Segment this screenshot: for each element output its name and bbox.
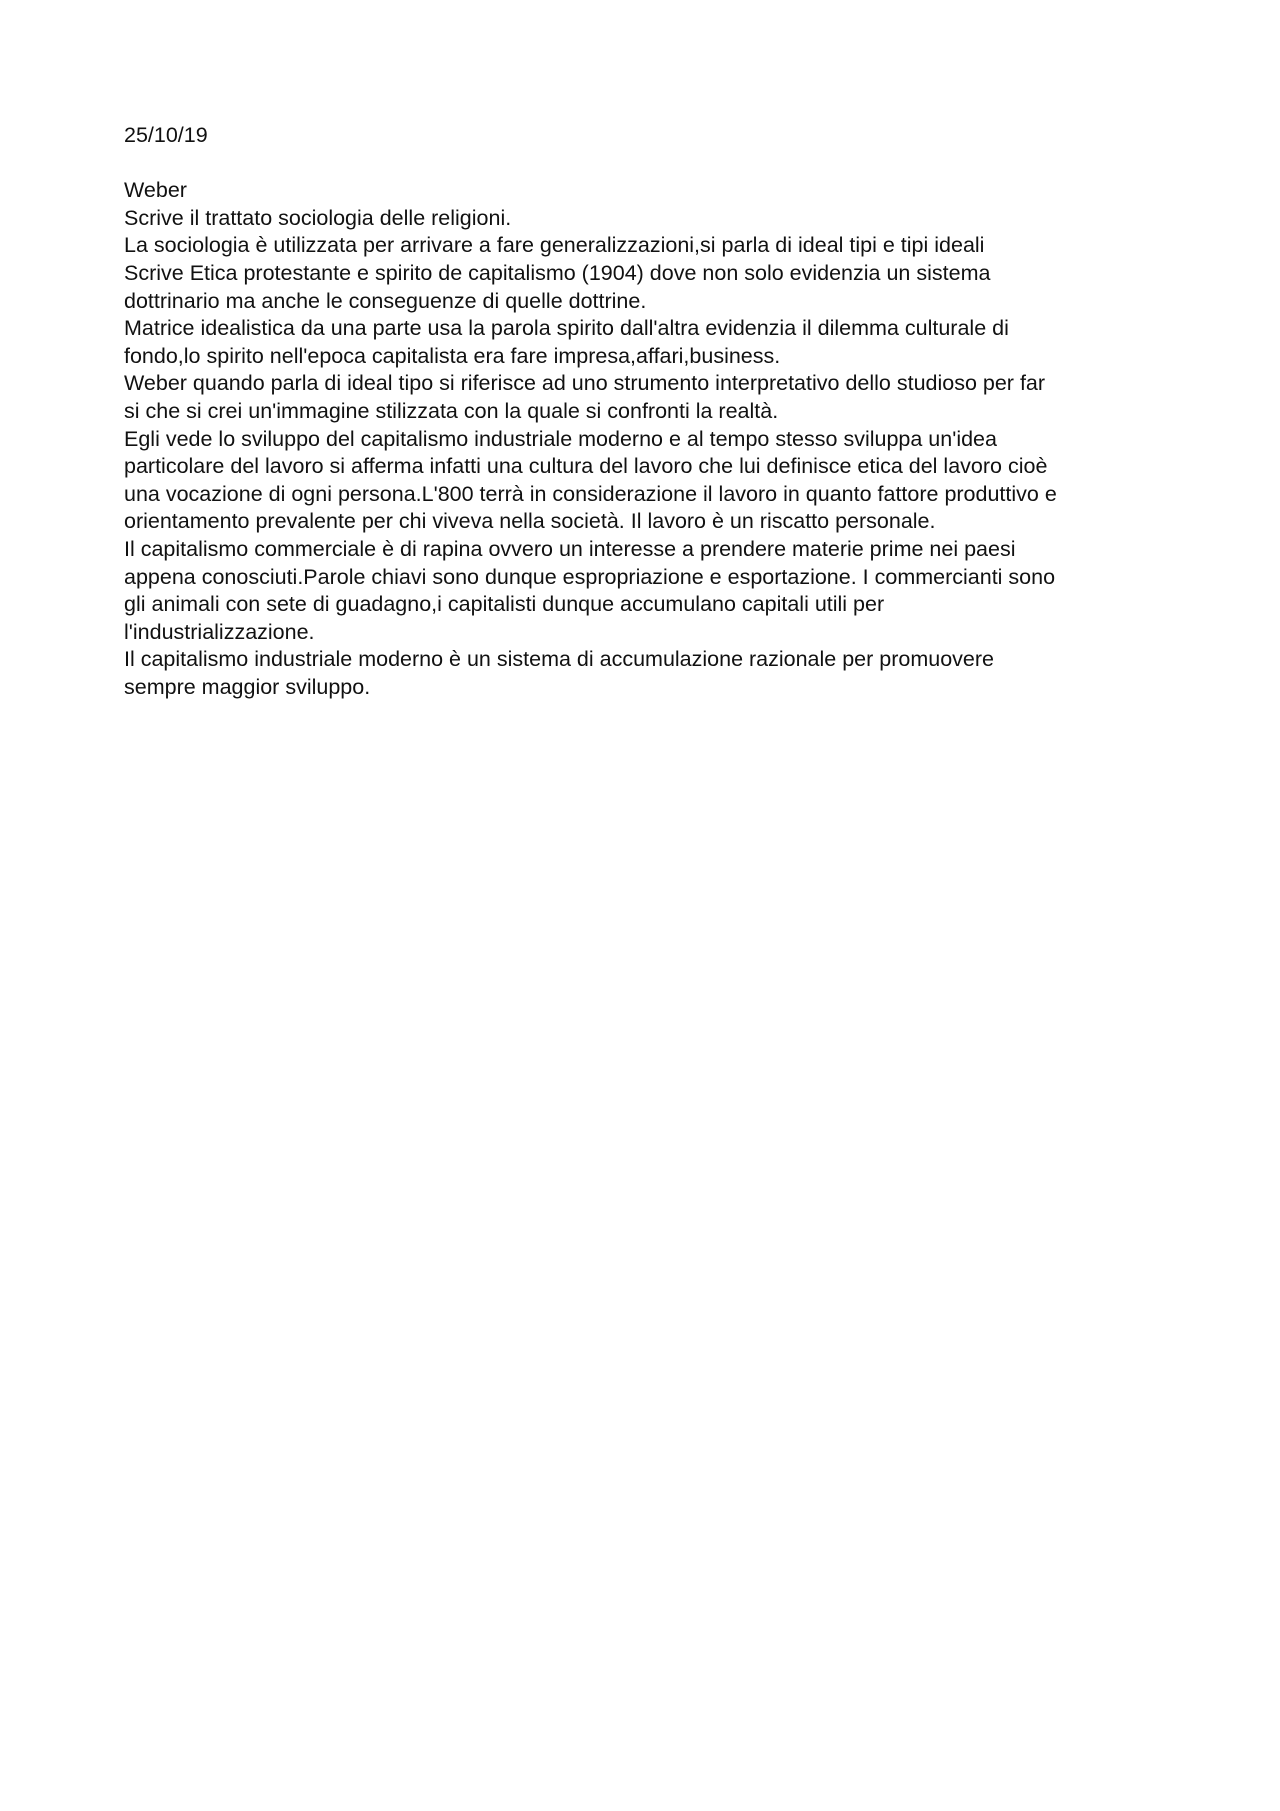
text-line: particolare del lavoro si afferma infatti una cultura del lavoro che lui definisce etica del lavoro cioè	[124, 454, 1048, 479]
text-line: Il capitalismo commerciale è di rapina ovvero un interesse a prendere materie prime nei paesi	[124, 536, 1016, 561]
text-line: sempre maggior sviluppo.	[124, 674, 371, 699]
text-line: gli animali con sete di guadagno,i capitalisti dunque accumulano capitali utili per	[124, 592, 885, 617]
text-line: Weber quando parla di ideal tipo si riferisce ad uno strumento interpretativo dello studioso per far	[124, 371, 1046, 396]
document-date: 25/10/19	[124, 123, 208, 147]
document-heading: Weber	[124, 178, 187, 203]
text-line: Il capitalismo industriale moderno è un sistema di accumulazione razionale per promuovere	[124, 647, 994, 672]
document-body	[124, 122, 1164, 701]
text-line: appena conosciuti.Parole chiavi sono dunque espropriazione e esportazione. I commercianti sono	[124, 564, 1056, 589]
text-line: una vocazione di ogni persona.L'800 terrà in considerazione il lavoro in quanto fattore produttivo e	[124, 481, 1057, 506]
text-line: Scrive Etica protestante e spirito de capitalismo (1904) dove non solo evidenzia un sistema	[124, 260, 991, 285]
text-line: fondo,lo spirito nell'epoca capitalista era fare impresa,affari,business.	[124, 343, 781, 368]
text-line: si che si crei un'immagine stilizzata con la quale si confronti la realtà.	[124, 398, 779, 423]
blank-line	[124, 150, 1164, 178]
text-line: Scrive il trattato sociologia delle religioni.	[124, 205, 512, 230]
text-line: dottrinario ma anche le conseguenze di quelle dottrine.	[124, 288, 647, 313]
text-line: l'industrializzazione.	[124, 619, 315, 644]
text-line: orientamento prevalente per chi viveva nella società. Il lavoro è un riscatto personale.	[124, 509, 936, 534]
text-line: Matrice idealistica da una parte usa la parola spirito dall'altra evidenzia il dilemma culturale di	[124, 316, 1009, 341]
text-line: Egli vede lo sviluppo del capitalismo industriale moderno e al tempo stesso sviluppa un'idea	[124, 426, 997, 451]
text-line: La sociologia è utilizzata per arrivare a fare generalizzazioni,si parla di ideal tipi e tipi ideali	[124, 233, 985, 258]
